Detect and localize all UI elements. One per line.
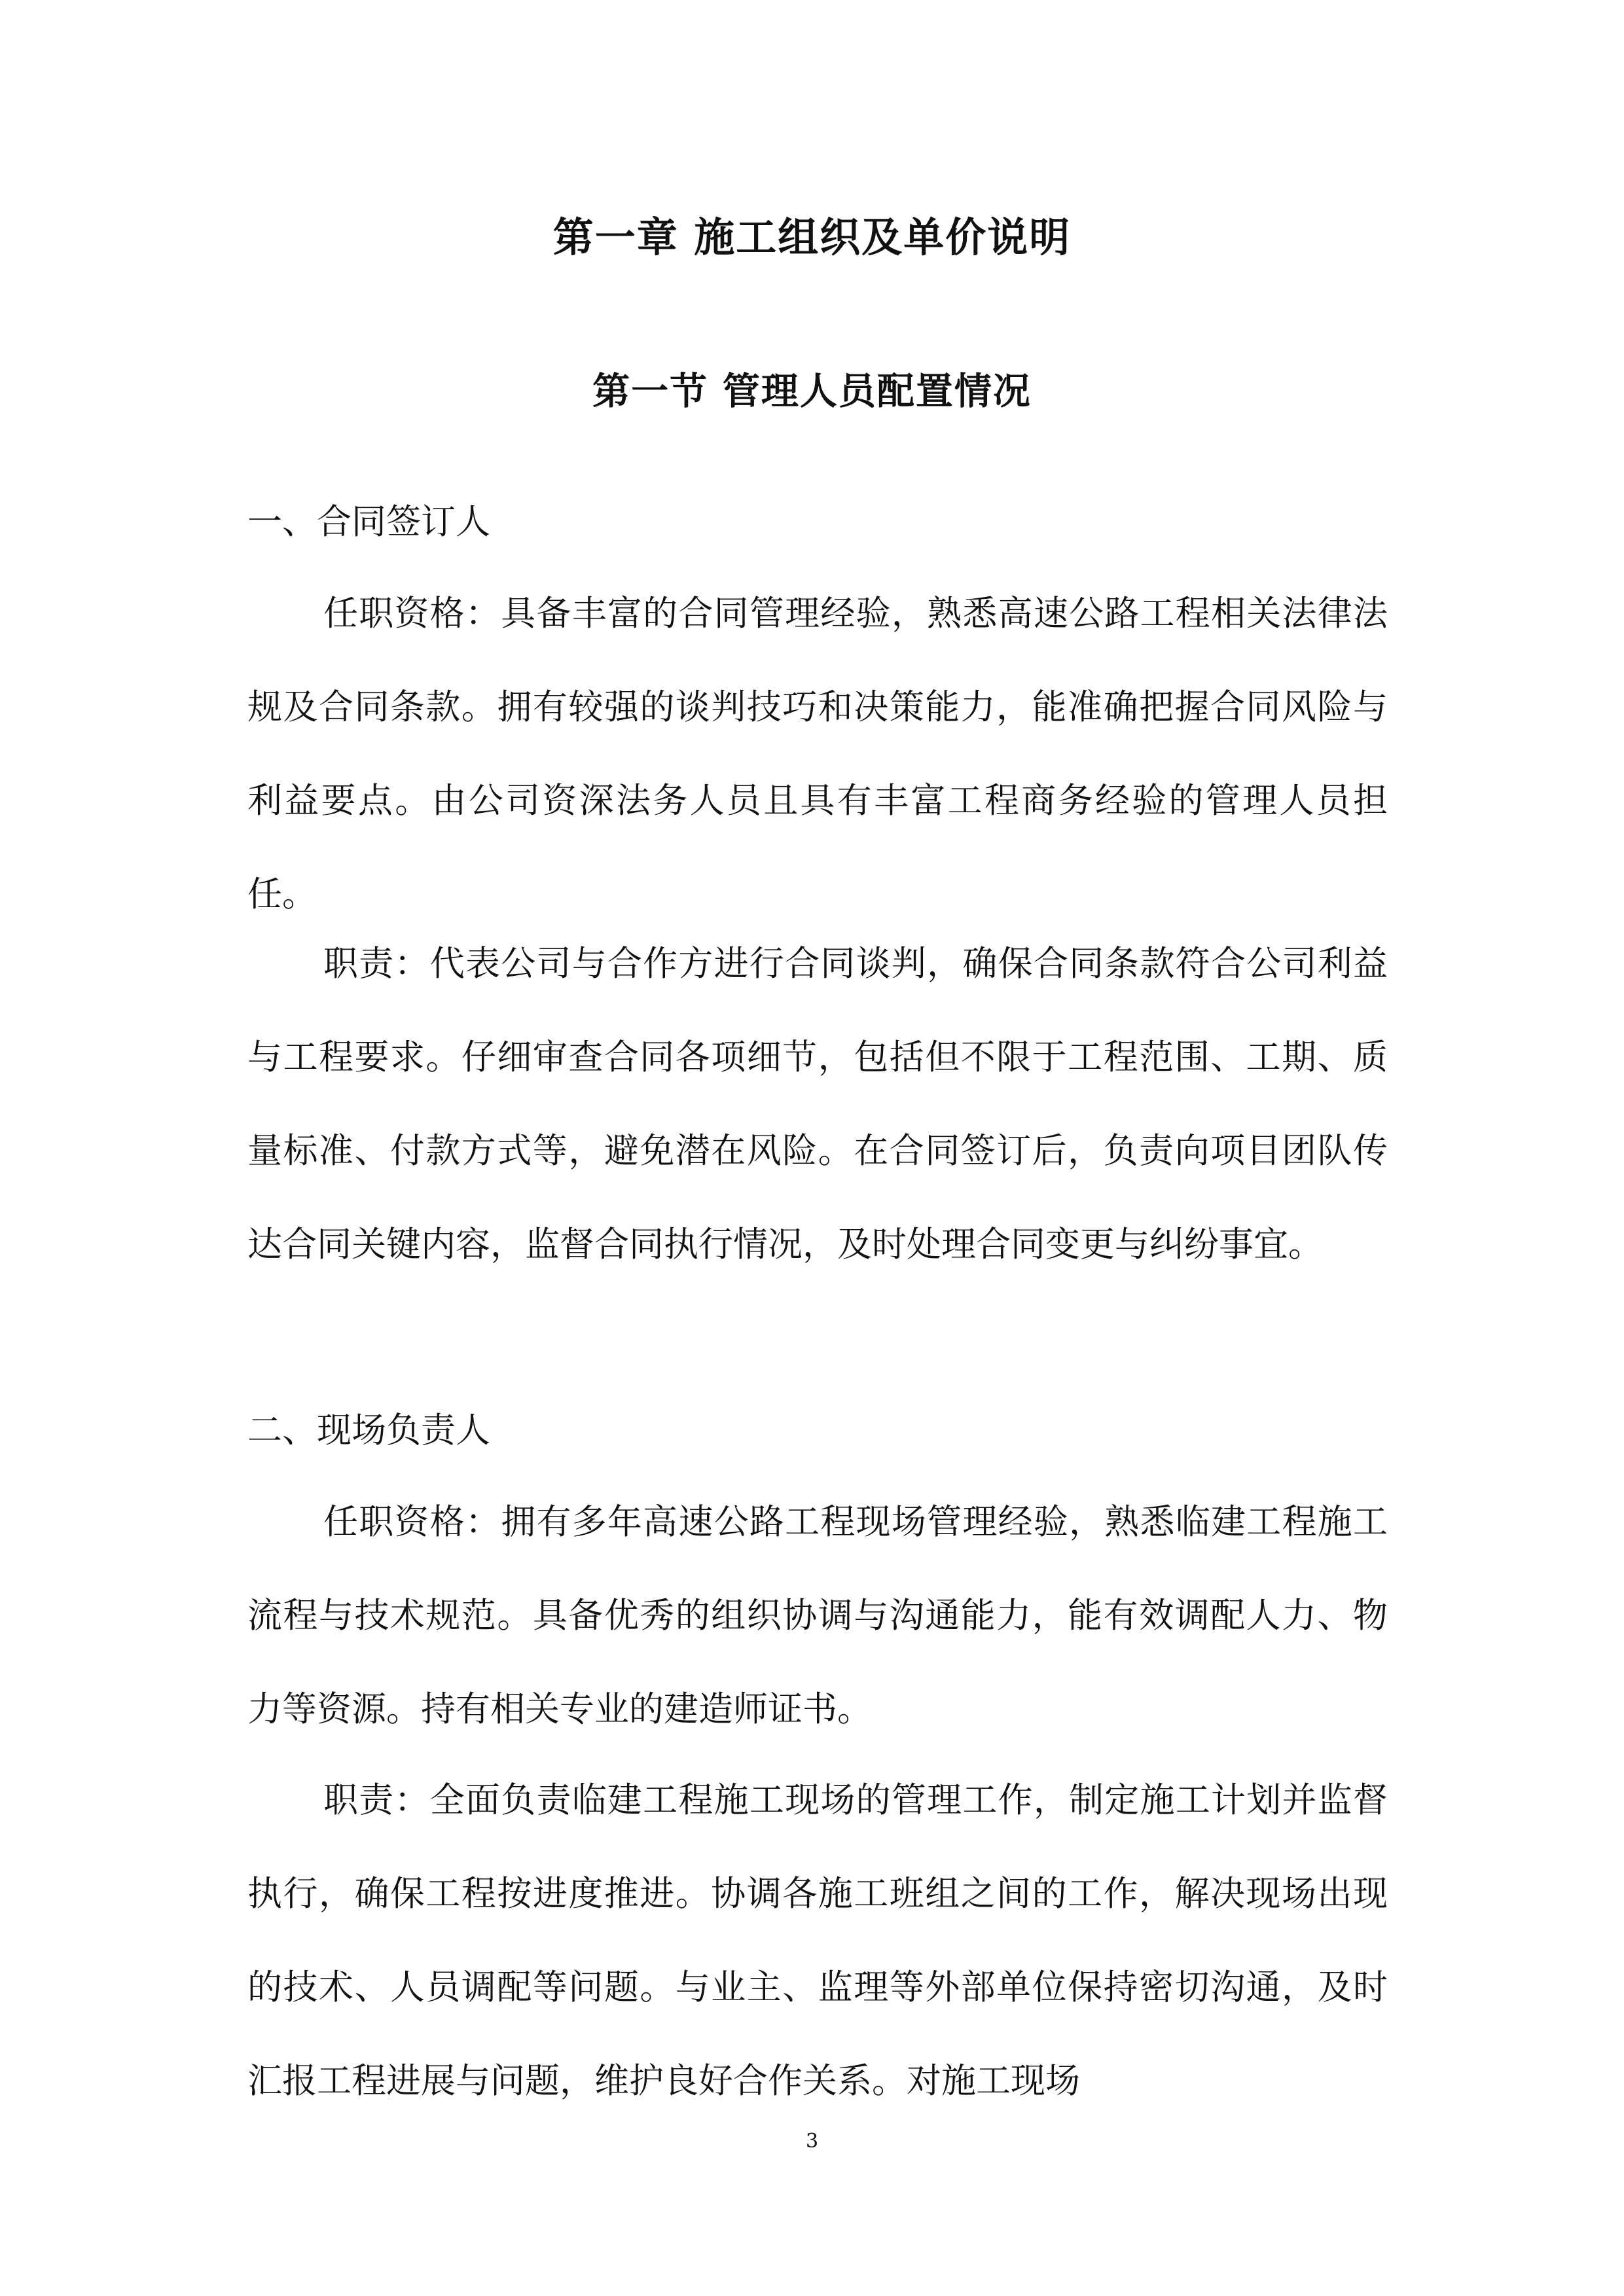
section-heading-contract-signer: 一、合同签订人 (247, 502, 490, 542)
contract-signer-qualification: 任职资格：具备丰富的合同管理经验，熟悉高速公路工程相关法律法规及合同条款。拥有较强的谈判技巧和决策能力，能准确把握合同风险与利益要点。由公司资深法务人员且具有丰富工程商务经验的管理人员担任。 (247, 594, 1388, 914)
page-number: 3 (805, 2130, 819, 2153)
site-manager-qualification: 任职资格：拥有多年高速公路工程现场管理经验，熟悉临建工程施工流程与技术规范。具备优秀的组织协调与沟通能力，能有效调配人力、物力等资源。持有相关专业的建造师证书。 (247, 1502, 1388, 1729)
site-manager-duties: 职责：全面负责临建工程施工现场的管理工作，制定施工计划并监督执行，确保工程按进度推进。协调各施工班组之间的工作，解决现场出现的技术、人员调配等问题。与业主、监理等外部单位保持密切沟通，及时汇报工程进展与问题，维护良好合作关系。对施工现场 (247, 1780, 1388, 2101)
contract-signer-duties: 职责：代表公司与合作方进行合同谈判，确保合同条款符合公司利益与工程要求。仔细审查合同各项细节，包括但不限于工程范围、工期、质量标准、付款方式等，避免潜在风险。在合同签订后，负责向项目团队传达合同关键内容，监督合同执行情况，及时处理合同变更与纠纷事宜。 (247, 944, 1388, 1265)
section-heading-site-manager: 二、现场负责人 (247, 1410, 490, 1450)
section-title: 第一节 管理人员配置情况 (592, 369, 1032, 413)
chapter-title: 第一章 施工组织及单价说明 (552, 213, 1072, 261)
